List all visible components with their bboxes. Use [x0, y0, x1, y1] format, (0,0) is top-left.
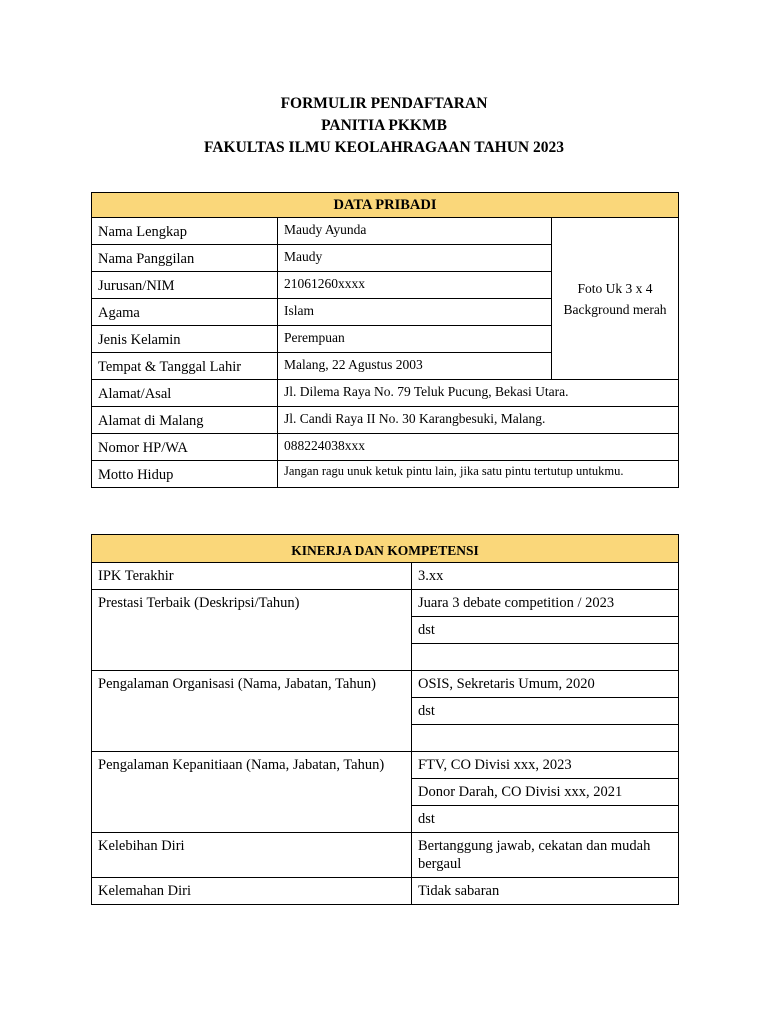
row-label: Nama Lengkap	[92, 218, 278, 245]
title-line-1: FORMULIR PENDAFTARAN	[280, 95, 488, 112]
table-row	[92, 407, 679, 434]
row-label: Agama	[92, 299, 278, 326]
form-title	[0, 93, 768, 159]
photo-background-text: Background merah	[563, 301, 667, 317]
data-pribadi-table	[91, 192, 679, 488]
kinerja-table	[91, 534, 679, 905]
title-line-3: FAKULTAS ILMU KEOLAHRAGAAN TAHUN 2023	[204, 139, 564, 156]
row-label: Motto Hidup	[92, 461, 278, 488]
row-label: Kelebihan Diri	[92, 833, 412, 878]
row-value: 21061260xxxx	[278, 272, 552, 299]
kinerja-header: KINERJA DAN KOMPETENSI	[92, 535, 679, 563]
row-label: Alamat di Malang	[92, 407, 278, 434]
row-value: Jangan ragu unuk ketuk pintu lain, jika satu pintu tertutup untukmu.	[278, 461, 679, 488]
table-row	[92, 590, 679, 617]
row-value: 088224038xxx	[278, 434, 679, 461]
row-label: Alamat/Asal	[92, 380, 278, 407]
row-label: Nama Panggilan	[92, 245, 278, 272]
row-value: Jl. Dilema Raya No. 79 Teluk Pucung, Bekasi Utara.	[278, 380, 679, 407]
table-row	[92, 671, 679, 698]
row-value: Tidak sabaran	[412, 878, 679, 905]
photo-size-text: Foto Uk 3 x 4	[577, 280, 653, 296]
row-label: Nomor HP/WA	[92, 434, 278, 461]
row-value: dst	[412, 698, 679, 725]
table-row	[92, 563, 679, 590]
row-value: Malang, 22 Agustus 2003	[278, 353, 552, 380]
row-label: Tempat & Tanggal Lahir	[92, 353, 278, 380]
table-row	[92, 461, 679, 488]
row-value: dst	[412, 806, 679, 833]
row-value: Bertanggung jawab, cekatan dan mudah bergaul	[412, 833, 679, 878]
row-value: Jl. Candi Raya II No. 30 Karangbesuki, Malang.	[278, 407, 679, 434]
table-row	[92, 752, 679, 779]
row-value: Juara 3 debate competition / 2023	[412, 590, 679, 617]
table-row	[92, 833, 679, 878]
photo-placeholder	[552, 218, 679, 380]
table-row	[92, 878, 679, 905]
table-row	[92, 380, 679, 407]
data-pribadi-header: DATA PRIBADI	[92, 193, 679, 218]
row-value: dst	[412, 617, 679, 644]
row-value	[412, 644, 679, 671]
row-label: Prestasi Terbaik (Deskripsi/Tahun)	[92, 590, 412, 671]
row-value: Donor Darah, CO Divisi xxx, 2021	[412, 779, 679, 806]
row-label: IPK Terakhir	[92, 563, 412, 590]
row-value: Islam	[278, 299, 552, 326]
row-value: OSIS, Sekretaris Umum, 2020	[412, 671, 679, 698]
title-line-2: PANITIA PKKMB	[321, 117, 447, 134]
row-value: Maudy Ayunda	[278, 218, 552, 245]
table-row	[92, 434, 679, 461]
row-value: 3.xx	[412, 563, 679, 590]
row-label: Jenis Kelamin	[92, 326, 278, 353]
row-label: Kelemahan Diri	[92, 878, 412, 905]
row-label: Jurusan/NIM	[92, 272, 278, 299]
table-row	[92, 218, 679, 245]
row-value: Perempuan	[278, 326, 552, 353]
row-label: Pengalaman Kepanitiaan (Nama, Jabatan, Tahun)	[92, 752, 412, 833]
row-value: Maudy	[278, 245, 552, 272]
row-label: Pengalaman Organisasi (Nama, Jabatan, Tahun)	[92, 671, 412, 752]
row-value	[412, 725, 679, 752]
row-value: FTV, CO Divisi xxx, 2023	[412, 752, 679, 779]
